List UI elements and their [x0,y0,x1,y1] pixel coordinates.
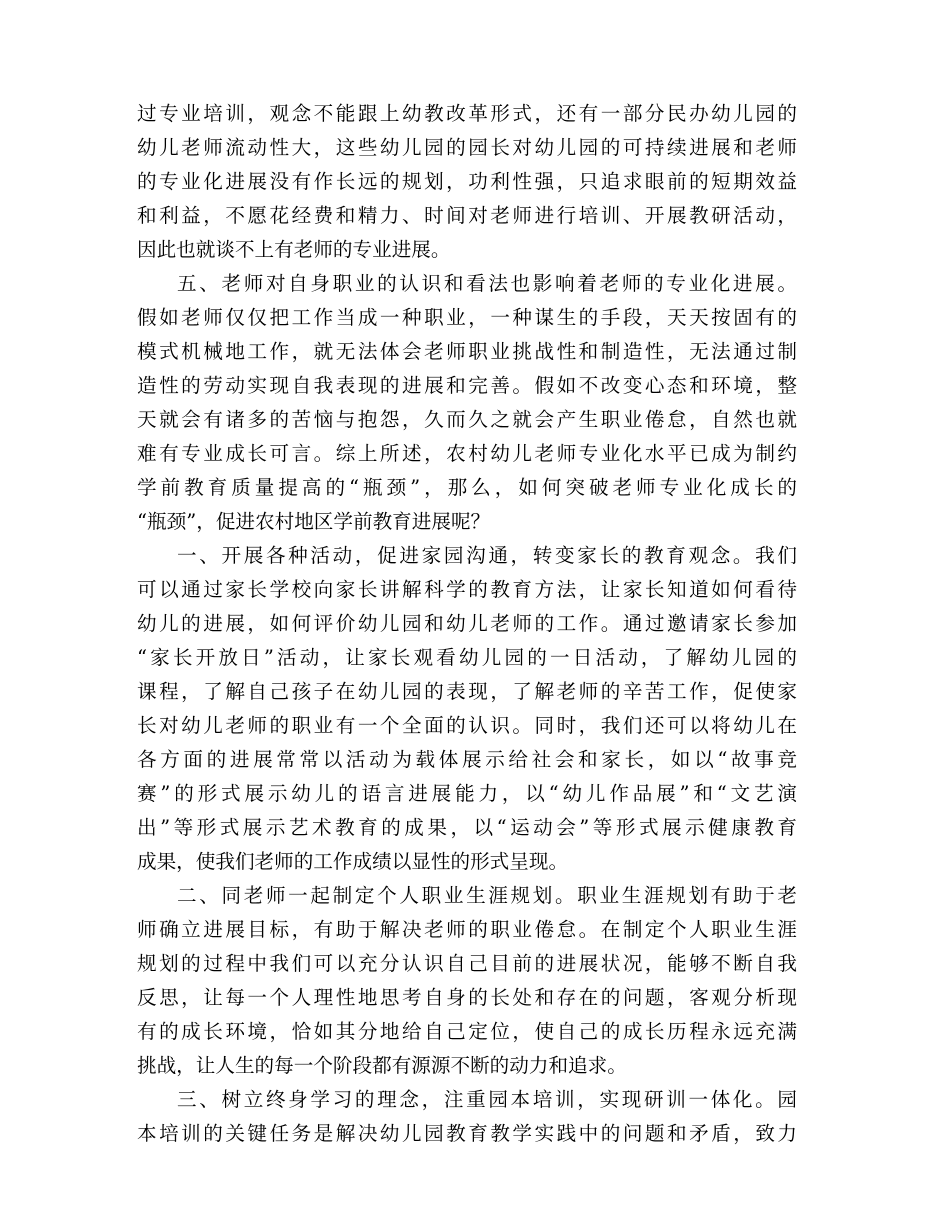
text-line: 反思，让每一个人理性地思考自身的长处和存在的问题，客观分析现 [137,986,797,1009]
text-line: 幼儿的进展，如何评价幼儿园和幼儿老师的工作。通过邀请家长参加 [137,612,797,635]
text-line: 长对幼儿老师的职业有一个全面的认识。同时，我们还可以将幼儿在 [137,714,797,737]
text-line: 模式机械地工作，就无法体会老师职业挑战性和制造性，无法通过制 [137,340,797,363]
text-line: 成果，使我们老师的工作成绩以显性的形式呈现。 [137,850,569,873]
text-line: 天就会有诸多的苦恼与抱怨，久而久之就会产生职业倦怠，自然也就 [137,408,797,431]
text-line: 本培训的关键任务是解决幼儿园教育教学实践中的问题和矛盾，致力 [137,1122,797,1145]
text-line: 可以通过家长学校向家长讲解科学的教育方法，让家长知道如何看待 [137,578,797,601]
text-line: 过专业培训，观念不能跟上幼教改革形式，还有一部分民办幼儿园的 [137,102,797,125]
text-line: 造性的劳动实现自我表现的进展和完善。假如不改变心态和环境，整 [137,374,797,397]
text-line: 各方面的进展常常以活动为载体展示给社会和家长，如以“故事竞 [137,748,797,771]
text-line: 假如老师仅仅把工作当成一种职业，一种谋生的手段，天天按固有的 [137,306,797,329]
text-line: 难有专业成长可言。综上所述，农村幼儿老师专业化水平已成为制约 [137,442,797,465]
text-line: 挑战，让人生的每一个阶段都有源源不断的动力和追求。 [137,1054,627,1077]
paragraph-heading-1: 一、开展各种活动，促进家园沟通，转变家长的教育观念。我们 [177,544,797,567]
text-line: 的专业化进展没有作长远的规划，功利性强，只追求眼前的短期效益 [137,170,797,193]
text-line: 赛”的形式展示幼儿的语言进展能力，以“幼儿作品展”和“文艺演 [137,782,797,805]
text-line: 学前教育质量提高的“瓶颈”，那么，如何突破老师专业化成长的 [137,476,797,499]
text-line: 师确立进展目标，有助于解决老师的职业倦怠。在制定个人职业生涯 [137,918,797,941]
text-line: “瓶颈”，促进农村地区学前教育进展呢？ [137,510,491,533]
text-line: “家长开放日”活动，让家长观看幼儿园的一日活动，了解幼儿园的 [137,646,797,669]
text-line: 因此也就谈不上有老师的专业进展。 [137,238,451,261]
paragraph-heading-2: 二、同老师一起制定个人职业生涯规划。职业生涯规划有助于老 [177,884,797,907]
text-line: 课程，了解自己孩子在幼儿园的表现，了解老师的辛苦工作，促使家 [137,680,797,703]
text-line: 幼儿老师流动性大，这些幼儿园的园长对幼儿园的可持续进展和老师 [137,136,797,159]
document-body [137,97,797,1151]
text-line: 有的成长环境，恰如其分地给自己定位，使自己的成长历程永远充满 [137,1020,797,1043]
paragraph-heading-3: 三、树立终身学习的理念，注重园本培训，实现研训一体化。园 [177,1088,797,1111]
text-line: 出”等形式展示艺术教育的成果，以“运动会”等形式展示健康教育 [137,816,797,839]
text-line: 规划的过程中我们可以充分认识自己目前的进展状况，能够不断自我 [137,952,797,975]
paragraph-heading-5: 五、老师对自身职业的认识和看法也影响着老师的专业化进展。 [177,272,797,295]
text-line: 和利益，不愿花经费和精力、时间对老师进行培训、开展教研活动， [137,204,797,227]
